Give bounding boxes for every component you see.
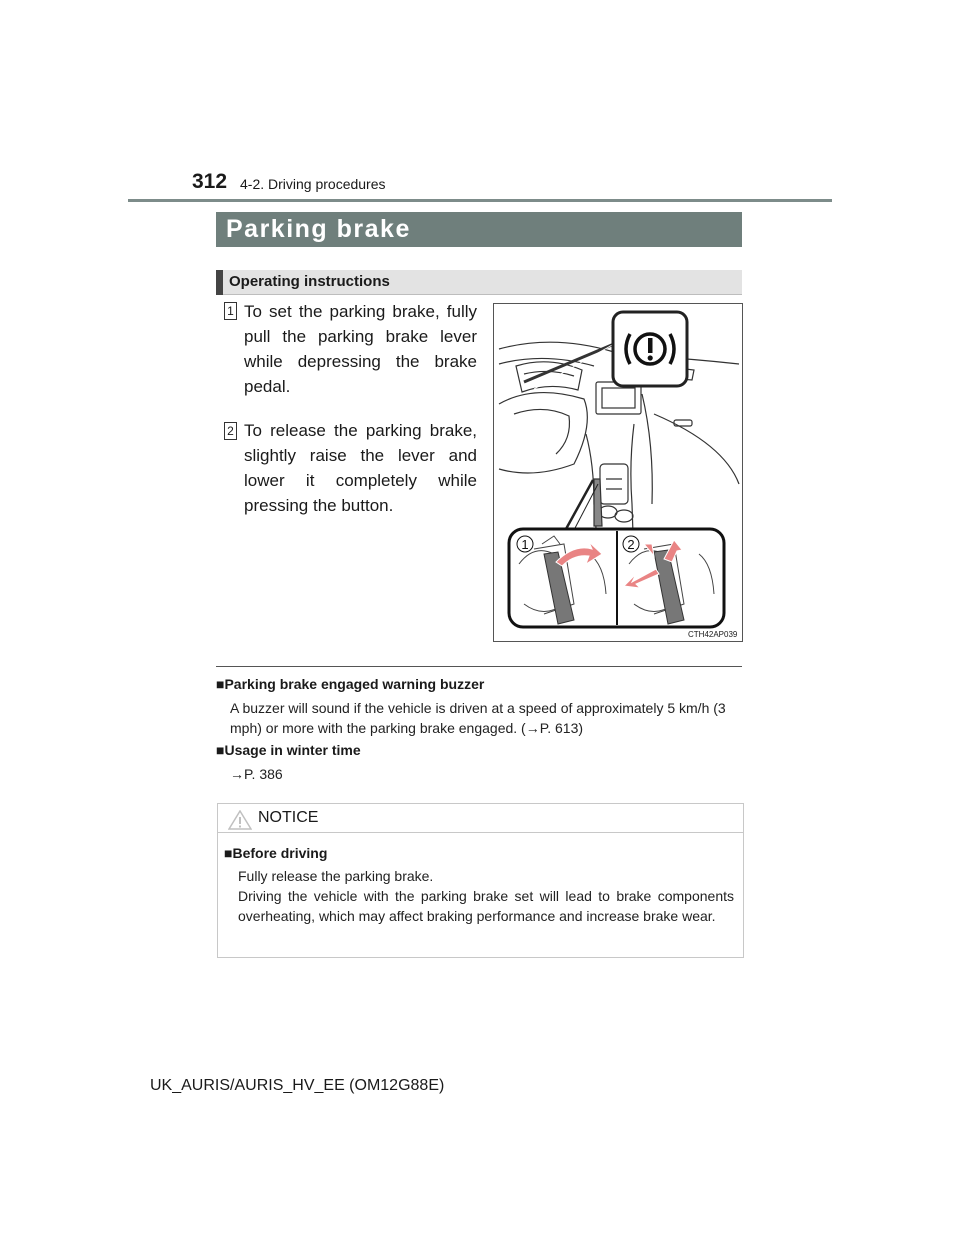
notice-line-1: Fully release the parking brake. [238,868,434,884]
note-1-body: A buzzer will sound if the vehicle is driven at a speed of approximately 5 km/h (3 mph) or more with the parking brake engaged. (→P. 613) [230,700,726,736]
bullet-icon: ■ [224,845,233,861]
callout-2: 2 [627,537,635,552]
header-rule [128,199,832,202]
notice-line-2: Driving the vehicle with the parking brake set will lead to brake components overheating, which may affect braking performance and increase brake wear. [238,888,734,924]
figure-code: CTH42AP039 [688,630,738,639]
note-2 [216,742,361,758]
step-2-text: To release the parking brake, slightly raise the lever and lower it completely while pressing the button. [244,421,477,515]
section-title: 4-2. Driving procedures [240,176,386,192]
parking-brake-illustration [493,303,743,642]
callout-1: 1 [521,537,529,552]
warning-triangle-icon [228,810,252,830]
subheading: Operating instructions [229,273,390,290]
step-1-text: To set the parking brake, fully pull the parking brake lever while depressing the brake pedal. [244,302,477,396]
step-1-number: 1 [224,302,237,320]
note-2-heading: ■Usage in winter time [216,742,361,758]
note-1-heading: ■Parking brake engaged warning buzzer [216,676,485,692]
step-2-number: 2 [224,422,237,440]
bullet-icon: ■ [216,676,225,692]
bullet-icon: ■ [216,742,225,758]
notice-heading: ■Before driving [224,845,328,861]
subheading-marker [216,270,223,295]
footer-doc-id: UK_AURIS/AURIS_HV_EE (OM12G88E) [150,1077,445,1094]
notice-divider [217,832,743,833]
note-2-body: →P. 386 [230,766,283,782]
notes-divider [216,666,742,667]
page-title: Parking brake [226,215,411,243]
dashboard-drawing [494,304,742,641]
note-1 [216,676,484,692]
notice-title: NOTICE [258,809,319,826]
page-number: 312 [192,170,228,193]
